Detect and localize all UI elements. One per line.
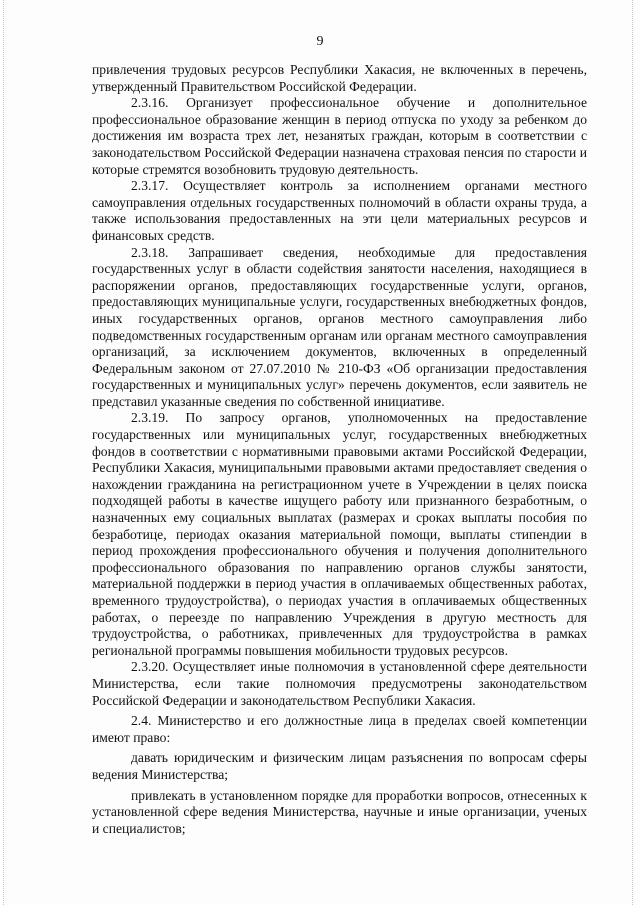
- paragraph-continuation: привлечения трудовых ресурсов Республики Хакасия, не включенных в перечень, утвержденный Правительством Российской Федерации.: [92, 62, 587, 94]
- paragraph-2-4: 2.4. Министерство и его должностные лица в пределах своей компетенции имеют право:: [92, 713, 587, 745]
- scan-right-edge: [632, 0, 634, 905]
- paragraph-2-3-18: 2.3.18. Запрашивает сведения, необходимые для предоставления государственных услуг в области содействия занятости населения, находящиеся в распоряжении органов, предоставляющих государственные услуги, органов, предоставляющих муниципальные услуги, государственных внебюджетных фондов, иных государственных органов, органов местного самоуправления либо подведомственных государственным органам или органам местного самоуправления организаций, за исключением документов, включенных в определенный Федеральным законом от 27.07.2010 № 210-ФЗ «Об организации предоставления государственных и муниципальных услуг» перечень документов, если заявитель не представил указанные сведения по собственной инициативе.: [92, 244, 587, 409]
- scan-left-edge: [3, 0, 5, 905]
- paragraph-2-3-20: 2.3.20. Осуществляет иные полномочия в установленной сфере деятельности Министерства, если такие полномочия предусмотрены законодательством Российской Федерации и законодательством Республики Хакасия.: [92, 659, 587, 708]
- paragraph-2-3-19: 2.3.19. По запросу органов, уполномоченных на предоставление государственных или муниципальных услуг, государственных внебюджетных фондов в соответствии с нормативными правовыми актами Российской Федерации, Республики Хакасия, муниципальными правовыми актами предоставляет сведения о нахождении гражданина на регистрационном учете в Учреждении в целях поиска подходящей работы в качестве ищущего работу или признанного безработным, о назначенных ему социальных выплатах (размерах и сроках выплаты пособия по безработице, периодах оказания материальной помощи, выплаты стипендии в период прохождения профессионального обучения и получения дополнительного профессионального образования по направлению органов службы занятости, материальной поддержки в период участия в оплачиваемых общественных работах, временного трудоустройства), о периодах участия в оплачиваемых общественных работах, о переезде по направлению Учреждения в другую местность для трудоустройства, о работниках, привлеченных для трудоустройства в рамках региональной программы повышения мобильности трудовых ресурсов.: [92, 410, 587, 658]
- document-body: [92, 62, 587, 837]
- paragraph-2-3-17: 2.3.17. Осуществляет контроль за исполнением органами местного самоуправления отдельных государственных полномочий в области охраны труда, а также использования предоставленных на эти цели материальных ресурсов и финансовых средств.: [92, 178, 587, 243]
- paragraph-right-explanations: давать юридическим и физическим лицам разъяснения по вопросам сферы ведения Министерства;: [92, 750, 587, 782]
- paragraph-2-3-16: 2.3.16. Организует профессиональное обучение и дополнительное профессиональное образование женщин в период отпуска по уходу за ребенком до достижения им возраста трех лет, незанятых граждан, которым в соответствии с законодательством Российской Федерации назначена страховая пенсия по старости и которые стремятся возобновить трудовую деятельность.: [92, 95, 587, 177]
- paragraph-right-involve-organizations: привлекать в установленном порядке для проработки вопросов, отнесенных к установленной сфере ведения Министерства, научные и иные организации, ученых и специалистов;: [92, 787, 587, 836]
- page-number: 9: [316, 34, 324, 49]
